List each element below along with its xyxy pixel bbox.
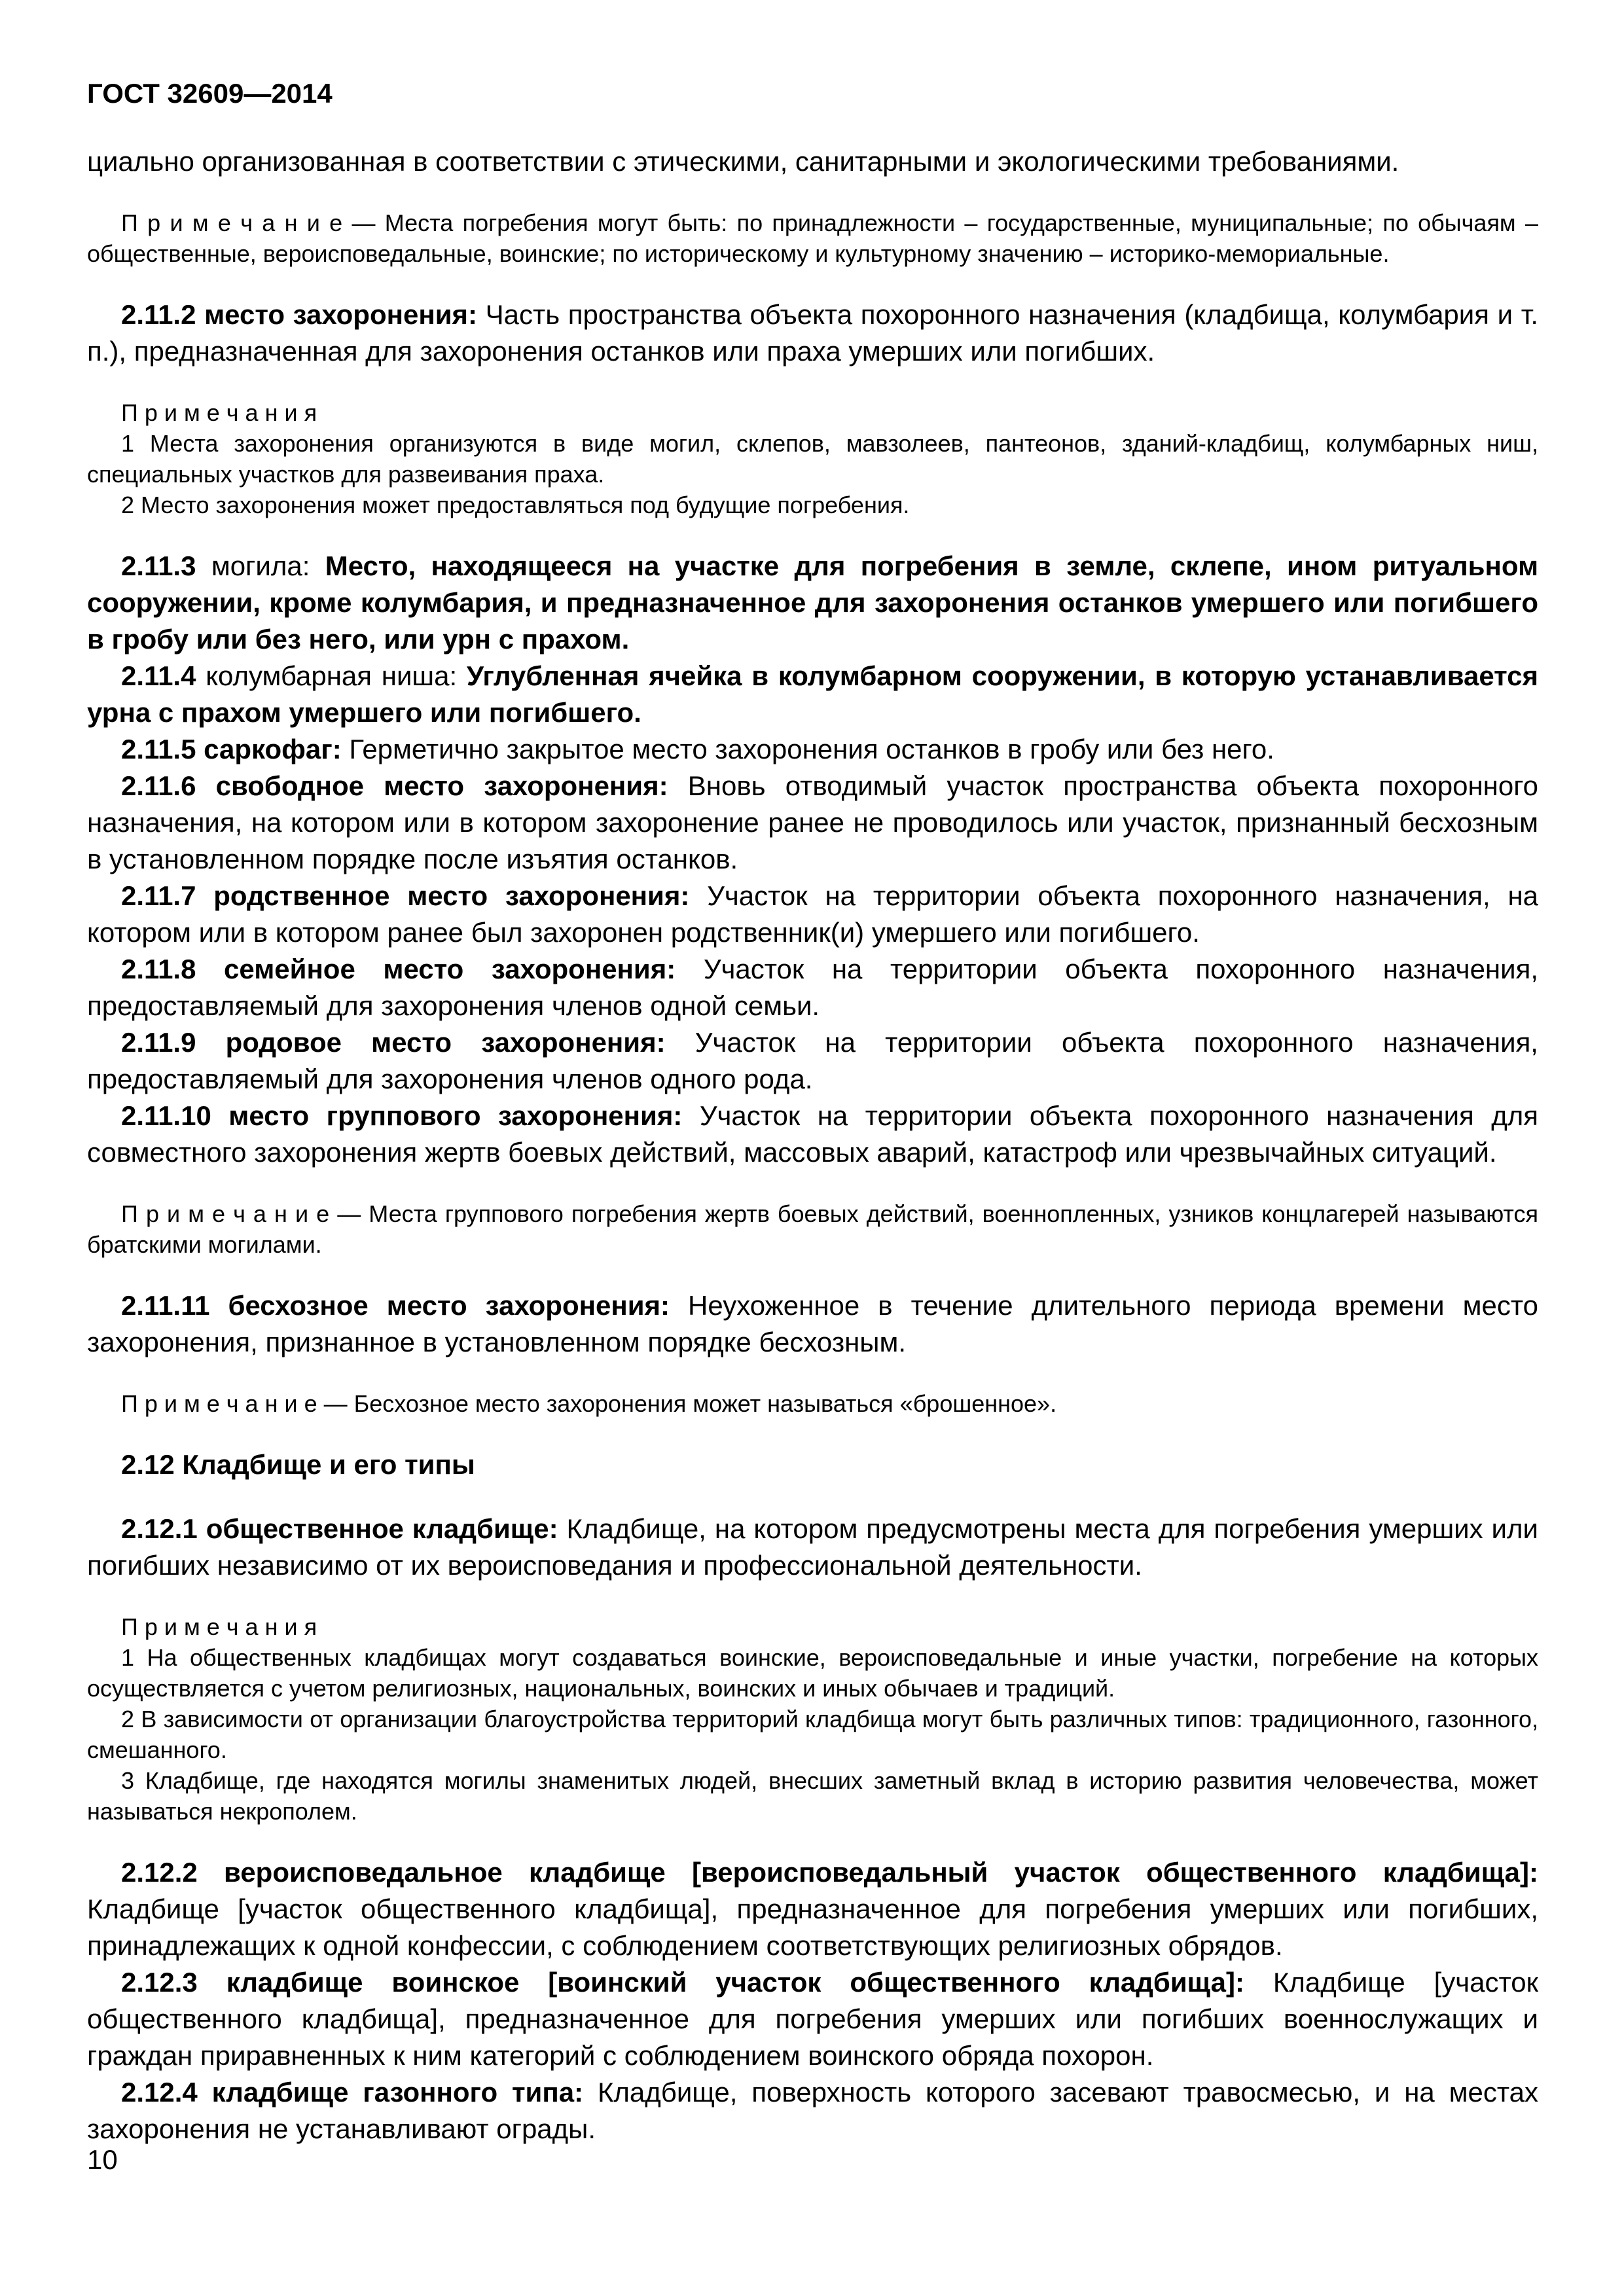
text-run: 2.12.2 вероисповедальное кладбище [вероисповедальный участок общественного кладбища]:: [121, 1857, 1538, 1888]
section-heading: [87, 1446, 1538, 1483]
text-run: 2.11.3: [121, 550, 211, 581]
paragraph: [87, 296, 1538, 370]
paragraph: [87, 1287, 1538, 1361]
text-run: циально организованная в соответствии с этическими, санитарными и экологическими требованиями.: [87, 146, 1399, 177]
text-run: Кладбище [участок общественного кладбища], предназначенное для погребения умерших или погибших, принадлежащих к одной конфессии, с соблюдением соответствующих религиозных обрядов.: [87, 1893, 1538, 1961]
text-run: 1 Места захоронения организуются в виде могил, склепов, мавзолеев, пантеонов, зданий-кладбищ, колумбарных ниш, специальных участков для развеивания праха.: [87, 430, 1538, 488]
note-paragraph: [87, 1611, 1538, 1642]
text-run: 2.11.4: [121, 660, 206, 691]
paragraph: [87, 951, 1538, 1024]
text-run: Участок на территории объекта похоронного назначения, предоставляемый для захоронения членов одного рода.: [87, 1027, 1538, 1094]
document-header: ГОСТ 32609—2014: [87, 78, 333, 109]
text-run: 2.11.6 свободное место захоронения:: [121, 770, 688, 801]
text-run: 2.11.7 родственное место захоронения:: [121, 880, 708, 911]
text-run: 2.11.5 саркофаг:: [121, 734, 350, 764]
text-run: 2.11.8 семейное место захоронения:: [121, 954, 704, 984]
note-paragraph: [87, 1198, 1538, 1260]
text-run: Участок на территории объекта похоронного назначения для совместного захоронения жертв боевых действий, массовых аварий, катастроф или чрезвычайных ситуаций.: [87, 1100, 1539, 1168]
note-paragraph: [87, 1388, 1538, 1419]
text-run: Участок на территории объекта похоронного назначения, предоставляемый для захоронения членов одной семьи.: [87, 954, 1538, 1021]
text-run: П р и м е ч а н и я: [121, 1613, 317, 1640]
note-paragraph: [87, 1765, 1538, 1827]
page-number: 10: [87, 2144, 118, 2175]
text-run: 2.12.4 кладбище газонного типа:: [121, 2077, 598, 2108]
text-run: Место, находящееся на участке для погребения в земле, склепе, ином ритуальном сооружении, кроме колумбария, и предназначенное для захоронения останков умершего или погибшего в гробу или без него, или урн с прахом.: [87, 550, 1539, 655]
paragraph: [87, 1024, 1538, 1098]
text-run: П р и м е ч а н и я: [121, 399, 317, 426]
text-run: Углубленная ячейка в колумбарном сооружении, в которую устанавливается урна с прахом умершего или погибшего.: [87, 660, 1538, 728]
text-run: Кладбище [участок общественного кладбища], предназначенное для погребения умерших или погибших военнослужащих и граждан приравненных к ним категорий с соблюдением воинского обряда похорон.: [87, 1967, 1538, 2071]
text-run: Участок на территории объекта похоронного назначения, на котором или в котором ранее был захоронен родственник(и) умершего или погибшего.: [87, 880, 1538, 948]
paragraph: [87, 2074, 1538, 2147]
paragraph: [87, 1511, 1538, 1584]
note-paragraph: [87, 1642, 1538, 1704]
paragraph: [87, 878, 1538, 951]
text-run: 2 В зависимости от организации благоустройства территорий кладбища могут быть различных типов: традиционного, газонного, смешанного.: [87, 1706, 1538, 1763]
text-run: 2.12.1 общественное кладбище:: [121, 1513, 567, 1544]
text-run: П р и м е ч а н и е — Места погребения могут быть: по принадлежности – государственные, муниципальные; по обычаям – общественные, вероисповедальные, воинские; по историческому и культурному значению – историко-мемориальные.: [87, 209, 1538, 267]
text-run: 2.11.9 родовое место захоронения:: [121, 1027, 695, 1058]
paragraph: [87, 1098, 1538, 1171]
text-run: 3 Кладбище, где находятся могилы знаменитых людей, внесших заметный вклад в историю развития человечества, может называться некрополем.: [87, 1767, 1538, 1825]
paragraph: [87, 1854, 1538, 1964]
text-run: 2.11.2 место захоронения:: [121, 299, 486, 330]
text-run: Часть пространства объекта похоронного назначения (кладбища, колумбария и т. п.), предназначенная для захоронения останков или праха умерших или погибших.: [87, 299, 1538, 367]
document-body: [87, 143, 1538, 2147]
note-paragraph: [87, 428, 1538, 490]
text-run: 2.11.11 бесхозное место захоронения:: [121, 1290, 689, 1321]
text-run: могила:: [211, 550, 325, 581]
text-run: 2.12 Кладбище и его типы: [121, 1449, 475, 1480]
text-run: 2.12.3 кладбище воинское [воинский участок общественного кладбища]:: [121, 1967, 1273, 1998]
text-run: 2.11.10 место группового захоронения:: [121, 1100, 700, 1131]
text-run: 2 Место захоронения может предоставляться под будущие погребения.: [121, 492, 910, 518]
note-paragraph: [87, 397, 1538, 428]
paragraph: [87, 658, 1538, 731]
text-run: колумбарная ниша:: [206, 660, 467, 691]
text-run: Кладбище, на котором предусмотрены места для погребения умерших или погибших независимо от их вероисповедания и профессиональной деятельности.: [87, 1513, 1538, 1581]
text-run: Вновь отводимый участок пространства объекта похоронного назначения, на котором или в котором захоронение ранее не проводилось или участок, признанный бесхозным в установленном порядке после изъятия останков.: [87, 770, 1538, 874]
paragraph: [87, 731, 1538, 768]
text-run: Герметично закрытое место захоронения останков в гробу или без него.: [349, 734, 1274, 764]
text-run: Неухоженное в течение длительного периода времени место захоронения, признанное в установленном порядке бесхозным.: [87, 1290, 1538, 1357]
note-paragraph: [87, 1704, 1538, 1765]
text-run: 1 На общественных кладбищах могут создаваться воинские, вероисповедальные и иные участки, погребение на которых осуществляется с учетом религиозных, национальных, воинских и иных обычаев и традиций.: [87, 1644, 1538, 1702]
text-run: П р и м е ч а н и е — Бесхозное место захоронения может называться «брошенное».: [121, 1390, 1057, 1417]
paragraph: [87, 548, 1538, 658]
text-run: Кладбище, поверхность которого засевают травосмесью, и на местах захоронения не устанавливают ограды.: [87, 2077, 1538, 2144]
text-run: П р и м е ч а н и е — Места группового погребения жертв боевых действий, военнопленных, узников концлагерей называются братскими могилами.: [87, 1200, 1538, 1258]
paragraph: [87, 768, 1538, 878]
paragraph: [87, 1964, 1538, 2074]
note-paragraph: [87, 207, 1538, 269]
paragraph: [87, 143, 1538, 180]
note-paragraph: [87, 490, 1538, 520]
